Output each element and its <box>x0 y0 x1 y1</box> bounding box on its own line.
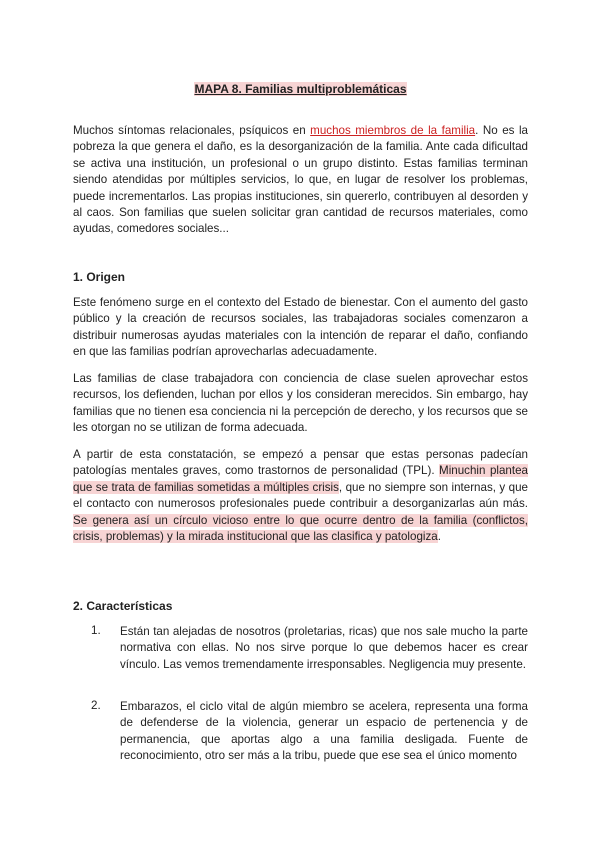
list-item-text: Embarazos, el ciclo vital de algún miembro se acelera, representa una forma de defenderse de la violencia, generar un espacio de pertenencia y de permanencia, que aportas algo a una familia desligada. Fuente de reconocimiento, otro ser más a la tribu, puede que ese sea el único momento <box>120 700 528 763</box>
origen-paragraph-3: A partir de esta constatación, se empezó a pensar que estas personas padecían patologías mentales graves, como trastornos de personalidad (TPL). Minuchin plantea que se trata de familias sometidas a múltiples crisis, que no siempre son internas, y que el contacto con numerosos profesionales puede contribuir a desorganizarlas aún más. Se genera así un círculo vicioso entre lo que ocurre dentro de la familia (conflictos, crisis, problemas) y la mirada institucional que las clasifica y patologiza. <box>73 448 528 544</box>
list-item <box>93 624 528 673</box>
list-number: 2. <box>91 699 101 712</box>
list-item-text: Están tan alejadas de nosotros (proletarias, ricas) que nos sale mucho la parte normativa con ellas. No nos sirve porque lo que debemos hacer es crear vínculo. Las vemos tremendamente irresponsables. Negligencia muy presente. <box>120 625 528 671</box>
highlighted-link-text: muchos miembros de la familia <box>310 124 476 137</box>
highlight-circulo-vicioso: Se genera así un círculo vicioso entre lo que ocurre dentro de la familia (conflictos, crisis, problemas) y la mirada institucional que las clasifica y patologiza <box>73 513 528 544</box>
list-item <box>93 699 528 765</box>
section-heading-caracteristicas: 2. Características <box>73 599 173 613</box>
list-number: 1. <box>91 624 101 637</box>
section-heading-origen: 1. Origen <box>73 270 126 284</box>
origen-paragraph-2: Las familias de clase trabajadora con conciencia de clase suelen aprovechar estos recursos, los defienden, luchan por ellos y los consideran merecidos. Sin embargo, hay familias que no tienen esa conciencia ni la percepción de derecho, y los recursos que se les otorgan no se utilizan de forma adecuada. <box>73 372 528 435</box>
intro-paragraph: Muchos síntomas relacionales, psíquicos en muchos miembros de la familia. No es la pobreza la que genera el daño, es la desorganización de la familia. Ante cada dificultad se activa una institución, un profesional o un grupo distinto. Estas familias terminan siendo atendidas por múltiples servicios, lo que, en lugar de resolver los problemas, puede incrementarlos. Las propias instituciones, sin quererlo, contribuyen al desorden y al caos. Son familias que suelen solicitar gran cantidad de recursos materiales, como ayudas, comedores sociales... <box>73 124 528 236</box>
origen-paragraph-1: Este fenómeno surge en el contexto del Estado de bienestar. Con el aumento del gasto público y la creación de recursos sociales, las trabajadoras sociales comenzaron a distribuir numerosas ayudas materiales con la intención de reparar el daño, confiando en que las familias podrían aprovecharlas adecuadamente. <box>73 296 528 359</box>
highlight-minuchin: Minuchin plantea que se trata de familias sometidas a múltiples crisis <box>73 464 528 494</box>
page-title: MAPA 8. Familias multiproblemáticas <box>194 82 407 96</box>
